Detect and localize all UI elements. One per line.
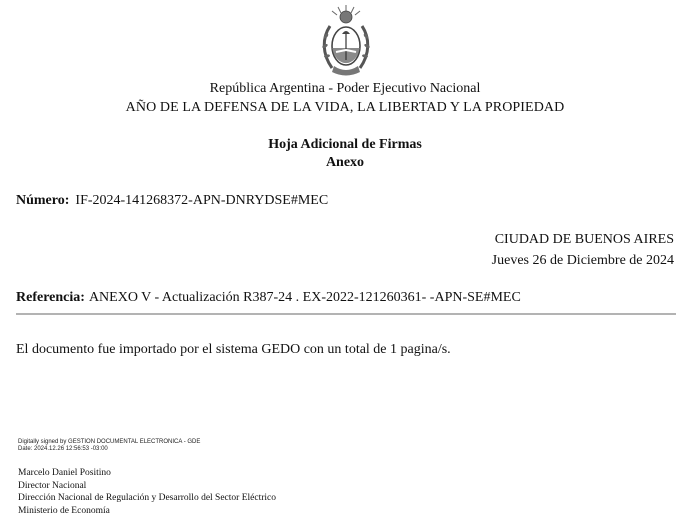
document-date: Jueves 26 de Diciembre de 2024 — [491, 253, 674, 268]
digital-signature-stamp — [18, 439, 200, 453]
document-reference-label: Referencia: — [16, 290, 85, 305]
digital-signature-date: Date: 2024.12.26 12:56:53 -03:00 — [18, 446, 108, 452]
header-line1: República Argentina - Poder Ejecutivo Nacional — [209, 81, 481, 96]
document-body: El documento fue importado por el sistema GEDO con un total de 1 pagina/s. — [16, 342, 451, 357]
document-city: CIUDAD DE BUENOS AIRES — [494, 232, 674, 247]
signer-block — [18, 467, 276, 517]
national-coat-of-arms-icon — [318, 4, 374, 80]
signer-ministry: Ministerio de Economía — [18, 505, 110, 516]
document-number-value: IF-2024-141268372-APN-DNRYDSE#MEC — [75, 193, 329, 208]
document-number-label: Número: — [16, 193, 70, 208]
divider — [16, 313, 676, 315]
document-number — [16, 193, 328, 209]
signer-role: Director Nacional — [18, 480, 87, 491]
document-title: Hoja Adicional de Firmas — [268, 137, 422, 152]
document-subtitle: Anexo — [325, 155, 365, 170]
digital-signature-line: Digitally signed by GESTION DOCUMENTAL ELECTRONICA - GDE — [18, 439, 201, 445]
signer-name: Marcelo Daniel Positino — [18, 468, 111, 478]
signer-office: Dirección Nacional de Regulación y Desarrollo del Sector Eléctrico — [18, 493, 276, 503]
header-line2: AÑO DE LA DEFENSA DE LA VIDA, LA LIBERTAD Y LA PROPIEDAD — [125, 100, 565, 115]
document-reference-value: ANEXO V - Actualización R387-24 . EX-2022-121260361- -APN-SE#MEC — [88, 290, 521, 305]
document-reference — [16, 290, 521, 306]
